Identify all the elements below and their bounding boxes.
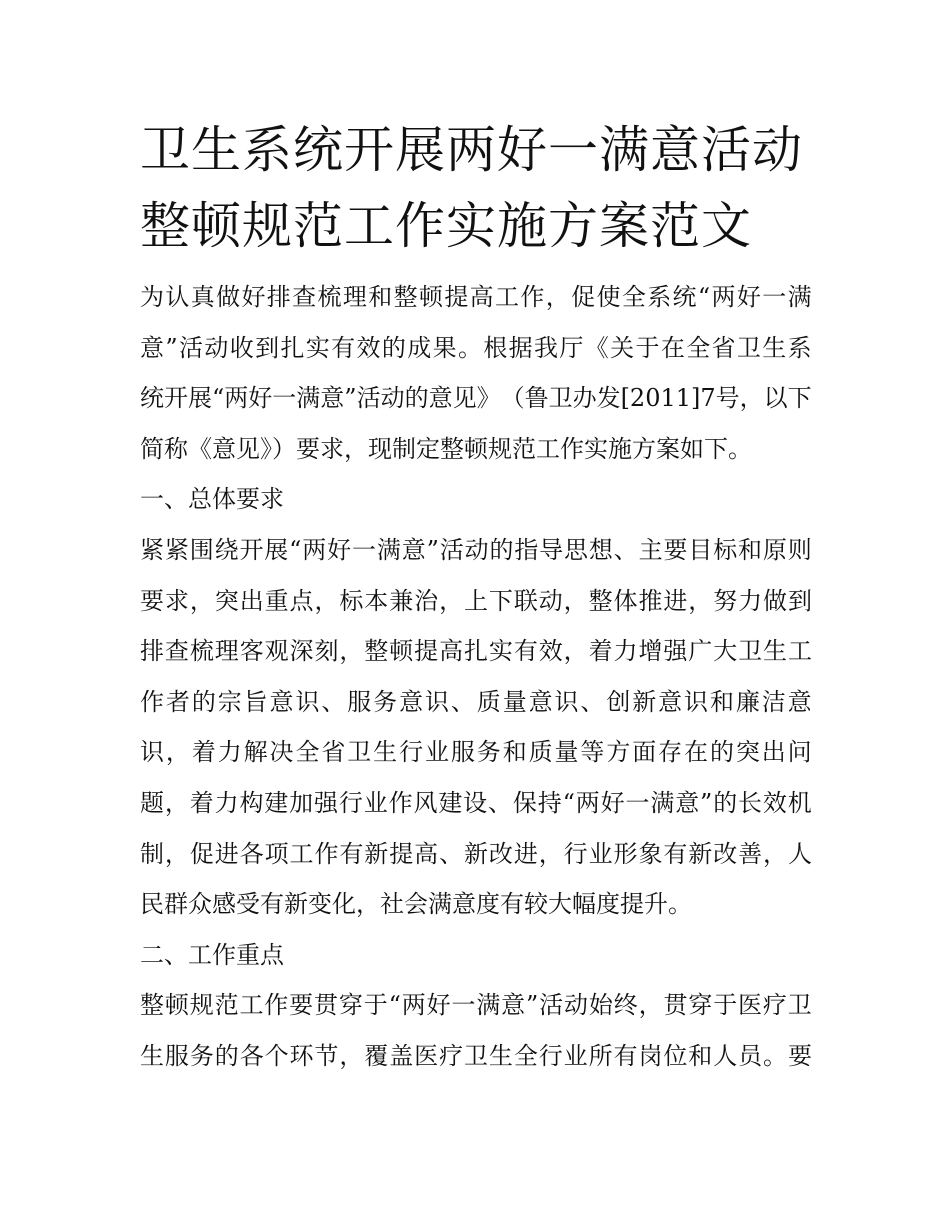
body-line: 整 顿 规 范 工 作 要 贯 穿 于 “ 两 好 一 满 意 ” 活 动 始 终 ， 贯 穿 于 医 疗 卫 (140, 991, 812, 1020)
document-page (140, 112, 812, 1082)
body-line: 识 ， 着 力 解 决 全 省 卫 生 行 业 服 务 和 质 量 等 方 面 存 在 的 突 出 问 (140, 738, 812, 767)
body-line: 作 者 的 宗 旨 意 识 、 服 务 意 识 、 质 量 意 识 、 创 新 意 识 和 廉 洁 意 (140, 687, 812, 716)
body-line: 简称《意见》）要求，现制定整顿规范工作实施方案如下。 (140, 434, 752, 463)
document-title (140, 112, 812, 264)
body-line: 为 认 真 做 好 排 查 梳 理 和 整 顿 提 高 工 作 ， 促 使 全 系 统 “ 两 好 一 满 (140, 283, 812, 311)
body-line: 制 ， 促 进 各 项 工 作 有 新 提 高 、 新 改 进 ， 行 业 形 象 有 新 改 善 ， 人 (140, 839, 812, 868)
body-line: 生 服 务 的 各 个 环 节 ， 覆 盖 医 疗 卫 生 全 行 业 所 有 岗 位 和 人 员 。 要 (140, 1041, 812, 1070)
body-line: 意 ” 活 动 收 到 扎 实 有 效 的 成 果 。 根 据 我 厅 《 关 于 在 全 省 卫 生 系 (140, 333, 812, 362)
body-line: 一、总体要求 (140, 485, 284, 514)
body-line: 民群众感受有新变化，社会满意度有较大幅度提升。 (140, 890, 692, 919)
body-line: 要 求 ， 突 出 重 点 ， 标 本 兼 治 ， 上 下 联 动 ， 整 体 推 进 ， 努 力 做 到 (140, 586, 812, 615)
body-line: 统 开 展 “ 两 好 一 满 意 ” 活 动 的 意 见 》 （ 鲁 卫 办 发 [2011]7 号 ， 以 下 (140, 384, 812, 413)
title-line-1: 卫生系统开展两好一满意活动 (140, 121, 803, 179)
title-line-2: 整顿规范工作实施方案范文 (140, 197, 752, 255)
body-line: 紧 紧 围 绕 开 展 “ 两 好 一 满 意 ” 活 动 的 指 导 思 想 、 主 要 目 标 和 原 则 (140, 535, 812, 564)
document-body (140, 272, 812, 1082)
body-line: 二、工作重点 (140, 940, 284, 969)
body-line: 题 ， 着 力 构 建 加 强 行 业 作 风 建 设 、 保 持 “ 两 好 一 满 意 ” 的 长 效 机 (140, 788, 812, 817)
body-line: 排 查 梳 理 客 观 深 刻 ， 整 顿 提 高 扎 实 有 效 ， 着 力 增 强 广 大 卫 生 工 (140, 637, 812, 666)
